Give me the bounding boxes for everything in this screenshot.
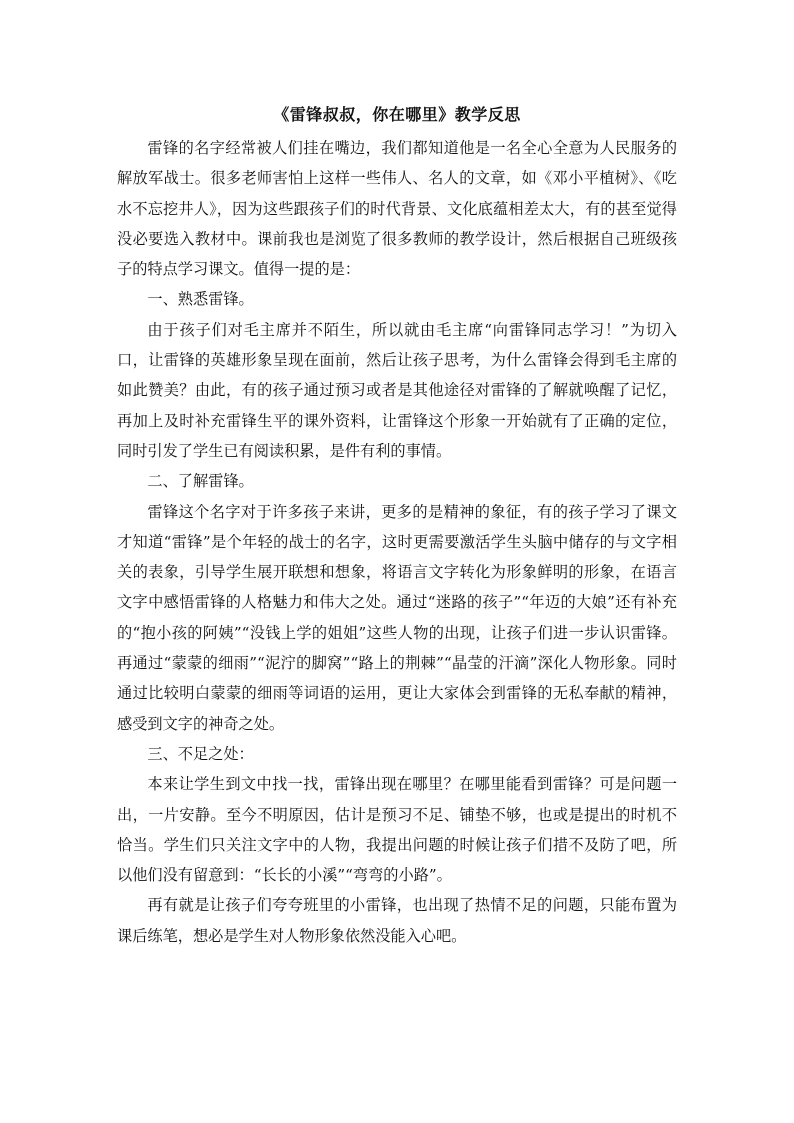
paragraph-section-2: 雷锋这个名字对于许多孩子来讲，更多的是精神的象征，有的孩子学习了课文才知道“雷锋”是个年轻的战士的名字，这时更需要激活学生头脑中储存的与文字相关的表象，引导学生展开联想和想象，将语言文字转化为形象鲜明的形象，在语言文字中感悟雷锋的人格魅力和伟大之处。通过“迷路的孩子”“年迈的大娘”还有补充的“抱小孩的阿姨”“没钱上学的姐姐”这些人物的出现，让孩子们进一步认识雷锋。再通过“蒙蒙的细雨”“泥泞的脚窝”“路上的荆棘”“晶莹的汗滴”深化人物形象。同时通过比较明白蒙蒙的细雨等词语的运用，更让大家体会到雷锋的无私奉献的精神，感受到文字的神奇之处。	[117, 502, 677, 733]
document-title: 《雷锋叔叔，你在哪里》教学反思	[273, 105, 521, 124]
paragraph-section-1: 由于孩子们对毛主席并不陌生，所以就由毛主席“向雷锋同志学习！”为切入口，让雷锋的英雄形象呈现在面前，然后让孩子思考，为什么雷锋会得到毛主席的如此赞美？由此，有的孩子通过预习或者是其他途径对雷锋的了解就唤醒了记忆，再加上及时补充雷锋生平的课外资料，让雷锋这个形象一开始就有了正确的定位，同时引发了学生已有阅读积累，是件有利的事情。	[117, 320, 677, 460]
paragraph-section-3: 本来让学生到文中找一找，雷锋出现在哪里？在哪里能看到雷锋？可是问题一出，一片安静。至今不明原因，估计是预习不足、铺垫不够，也或是提出的时机不恰当。学生们只关注文字中的人物，我提出问题的时候让孩子们措不及防了吧，所以他们没有留意到：“长长的小溪”“弯弯的小路”。	[117, 775, 677, 885]
section-heading-3: 三、不足之处：	[147, 744, 254, 763]
paragraph-closing: 再有就是让孩子们夸夸班里的小雷锋，也出现了热情不足的问题，只能布置为课后练笔，想必是学生对人物形象依然没能入心吧。	[117, 896, 677, 945]
section-heading-1: 一、熟悉雷锋。	[147, 290, 254, 309]
section-heading-2: 二、了解雷锋。	[147, 472, 254, 491]
document-page	[117, 100, 677, 951]
paragraph-intro: 雷锋的名字经常被人们挂在嘴边，我们都知道他是一名全心全意为人民服务的解放军战士。很多老师害怕上这样一些伟人、名人的文章，如《邓小平植树》、《吃水不忘挖井人》，因为这些跟孩子们的时代背景、文化底蕴相差太大，有的甚至觉得没必要选入教材中。课前我也是浏览了很多教师的教学设计，然后根据自己班级孩子的特点学习课文。值得一提的是：	[117, 139, 677, 279]
